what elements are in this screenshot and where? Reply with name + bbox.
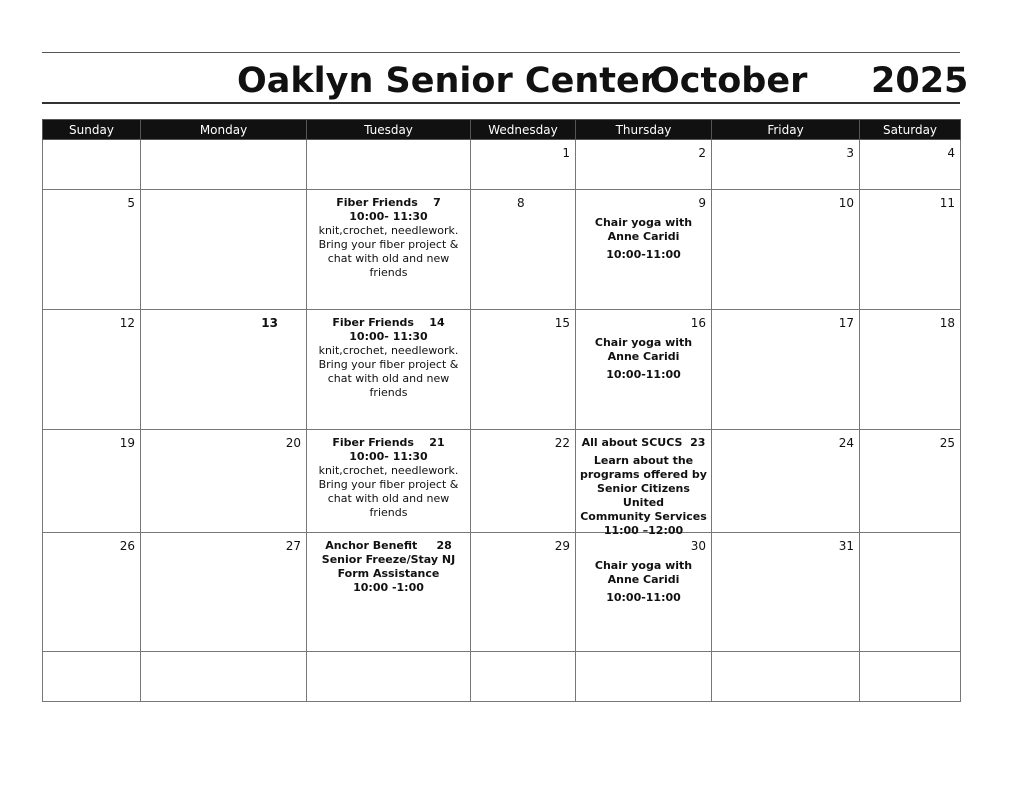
- day-number: 1: [562, 146, 570, 160]
- event-chair-yoga: [580, 336, 707, 382]
- event-title-line: [580, 436, 707, 450]
- day-cell: [141, 430, 307, 533]
- event-title: Fiber Friends: [332, 436, 414, 449]
- event-desc: chat with old and new: [327, 492, 450, 505]
- day-cell: [860, 140, 961, 190]
- calendar-grid: [42, 119, 961, 702]
- week-row: [43, 533, 961, 652]
- day-cell: [712, 533, 860, 652]
- event-instructor: Anne Caridi: [607, 350, 680, 363]
- day-number: 9: [698, 196, 706, 210]
- event-title-line: [311, 539, 466, 553]
- day-cell: [712, 310, 860, 430]
- day-cell: [43, 430, 141, 533]
- day-number: 4: [947, 146, 955, 160]
- day-number: 3: [846, 146, 854, 160]
- day-cell: [141, 533, 307, 652]
- event-fiber-friends: [311, 436, 466, 520]
- day-number: 29: [554, 539, 570, 553]
- day-cell: [471, 430, 576, 533]
- event-anchor-benefit: [311, 539, 466, 595]
- weekday-tuesday: Tuesday: [307, 120, 471, 140]
- day-cell: [712, 140, 860, 190]
- weekday-friday: Friday: [712, 120, 860, 140]
- day-cell-event: [576, 310, 712, 430]
- day-cell: [471, 533, 576, 652]
- day-cell: [141, 310, 307, 430]
- day-cell-event: [576, 533, 712, 652]
- event-title: Chair yoga with: [594, 216, 693, 229]
- week-row: [43, 310, 961, 430]
- day-cell: [712, 190, 860, 310]
- event-desc: Senior Freeze/Stay NJ: [321, 553, 456, 566]
- center-title: Oaklyn Senior Center: [237, 61, 657, 101]
- event-fiber-friends: [311, 316, 466, 400]
- day-number: 17: [838, 316, 854, 330]
- event-title: Fiber Friends: [332, 316, 414, 329]
- bottom-rule: [42, 102, 960, 104]
- event-title-line: [311, 436, 466, 450]
- day-cell-empty: [141, 140, 307, 190]
- day-number: 2: [698, 146, 706, 160]
- event-desc: Bring your fiber project &: [318, 358, 459, 371]
- event-desc: knit,crochet, needlework.: [318, 464, 459, 477]
- day-cell-empty: [141, 190, 307, 310]
- event-time: 10:00-11:00: [606, 591, 681, 604]
- day-cell: [43, 190, 141, 310]
- event-desc: friends: [369, 386, 408, 399]
- event-title: Anchor Benefit: [325, 539, 418, 552]
- day-cell-empty: [471, 652, 576, 702]
- event-desc: knit,crochet, needlework.: [318, 224, 459, 237]
- event-time: 10:00- 11:30: [349, 450, 428, 463]
- day-number: 16: [690, 316, 706, 330]
- day-cell: [576, 140, 712, 190]
- event-desc: Learn about the: [593, 454, 694, 467]
- day-cell: [471, 140, 576, 190]
- day-cell-event: [307, 430, 471, 533]
- top-rule: [42, 52, 960, 53]
- day-cell-empty: [860, 652, 961, 702]
- day-number: 11: [939, 196, 955, 210]
- day-number: 19: [119, 436, 135, 450]
- weekday-wednesday: Wednesday: [471, 120, 576, 140]
- day-cell: [712, 430, 860, 533]
- day-cell-empty: [712, 652, 860, 702]
- day-number: 20: [285, 436, 301, 450]
- event-desc: Bring your fiber project &: [318, 478, 459, 491]
- day-number: 13: [261, 316, 278, 330]
- month-title: October: [650, 61, 808, 101]
- event-scucs: [580, 436, 707, 538]
- day-number: 31: [838, 539, 854, 553]
- day-number: 12: [119, 316, 135, 330]
- day-cell: [471, 190, 576, 310]
- event-desc: friends: [369, 506, 408, 519]
- day-cell-empty: [141, 652, 307, 702]
- weekday-thursday: Thursday: [576, 120, 712, 140]
- day-cell: [860, 190, 961, 310]
- event-instructor: Anne Caridi: [607, 230, 680, 243]
- event-time: 10:00 -1:00: [353, 581, 424, 594]
- event-fiber-friends: [311, 196, 466, 280]
- day-number: 26: [119, 539, 135, 553]
- event-chair-yoga: [580, 216, 707, 262]
- event-desc: Community Services: [580, 510, 707, 523]
- day-number: 30: [690, 539, 706, 553]
- day-cell: [860, 310, 961, 430]
- day-number: 8: [517, 196, 525, 210]
- day-cell-empty: [576, 652, 712, 702]
- event-desc: friends: [369, 266, 408, 279]
- day-cell-empty: [307, 652, 471, 702]
- event-time: 10:00- 11:30: [349, 330, 428, 343]
- day-number: 5: [127, 196, 135, 210]
- event-desc: chat with old and new: [327, 372, 450, 385]
- weekday-saturday: Saturday: [860, 120, 961, 140]
- day-cell-event: [307, 190, 471, 310]
- event-time: 10:00- 11:30: [349, 210, 428, 223]
- weekday-sunday: Sunday: [43, 120, 141, 140]
- event-title: Chair yoga with: [594, 336, 693, 349]
- day-cell-empty: [307, 140, 471, 190]
- day-cell-empty: [43, 652, 141, 702]
- year-title: 2025: [871, 61, 969, 101]
- event-title: Fiber Friends: [336, 196, 418, 209]
- day-cell-empty: [860, 533, 961, 652]
- day-number: 14: [429, 316, 445, 329]
- week-row-empty: [43, 652, 961, 702]
- event-title: Chair yoga with: [594, 559, 693, 572]
- event-title-line: [311, 196, 466, 210]
- event-chair-yoga: [580, 559, 707, 605]
- weekday-monday: Monday: [141, 120, 307, 140]
- day-cell: [43, 533, 141, 652]
- event-desc: programs offered by: [580, 468, 707, 481]
- day-cell: [471, 310, 576, 430]
- event-time: 10:00-11:00: [606, 368, 681, 381]
- day-cell: [43, 310, 141, 430]
- event-time: 10:00-11:00: [606, 248, 681, 261]
- day-number: 28: [436, 539, 452, 552]
- day-number: 24: [838, 436, 854, 450]
- week-row: [43, 430, 961, 533]
- day-number: 10: [838, 196, 854, 210]
- day-number: 7: [433, 196, 441, 209]
- day-number: 25: [939, 436, 955, 450]
- event-desc: Senior Citizens United: [597, 482, 690, 509]
- event-title-line: [311, 316, 466, 330]
- event-desc: Bring your fiber project &: [318, 238, 459, 251]
- event-instructor: Anne Caridi: [607, 573, 680, 586]
- day-number: 27: [285, 539, 301, 553]
- weekday-header-row: [43, 120, 961, 140]
- day-cell-event: [576, 430, 712, 537]
- day-number: 18: [939, 316, 955, 330]
- event-title: All about SCUCS: [581, 436, 683, 449]
- day-number: 22: [554, 436, 570, 450]
- week-row: [43, 190, 961, 310]
- event-time: 11:00 –12:00: [603, 524, 684, 537]
- event-desc: Form Assistance: [337, 567, 440, 580]
- day-number: 21: [429, 436, 445, 449]
- day-number: 15: [554, 316, 570, 330]
- day-cell: [860, 430, 961, 533]
- event-desc: chat with old and new: [327, 252, 450, 265]
- week-row: [43, 140, 961, 190]
- day-number: 23: [690, 436, 706, 449]
- day-cell-empty: [43, 140, 141, 190]
- day-cell-event: [307, 310, 471, 430]
- day-cell-event: [576, 190, 712, 310]
- event-desc: knit,crochet, needlework.: [318, 344, 459, 357]
- day-cell-event: [307, 533, 471, 652]
